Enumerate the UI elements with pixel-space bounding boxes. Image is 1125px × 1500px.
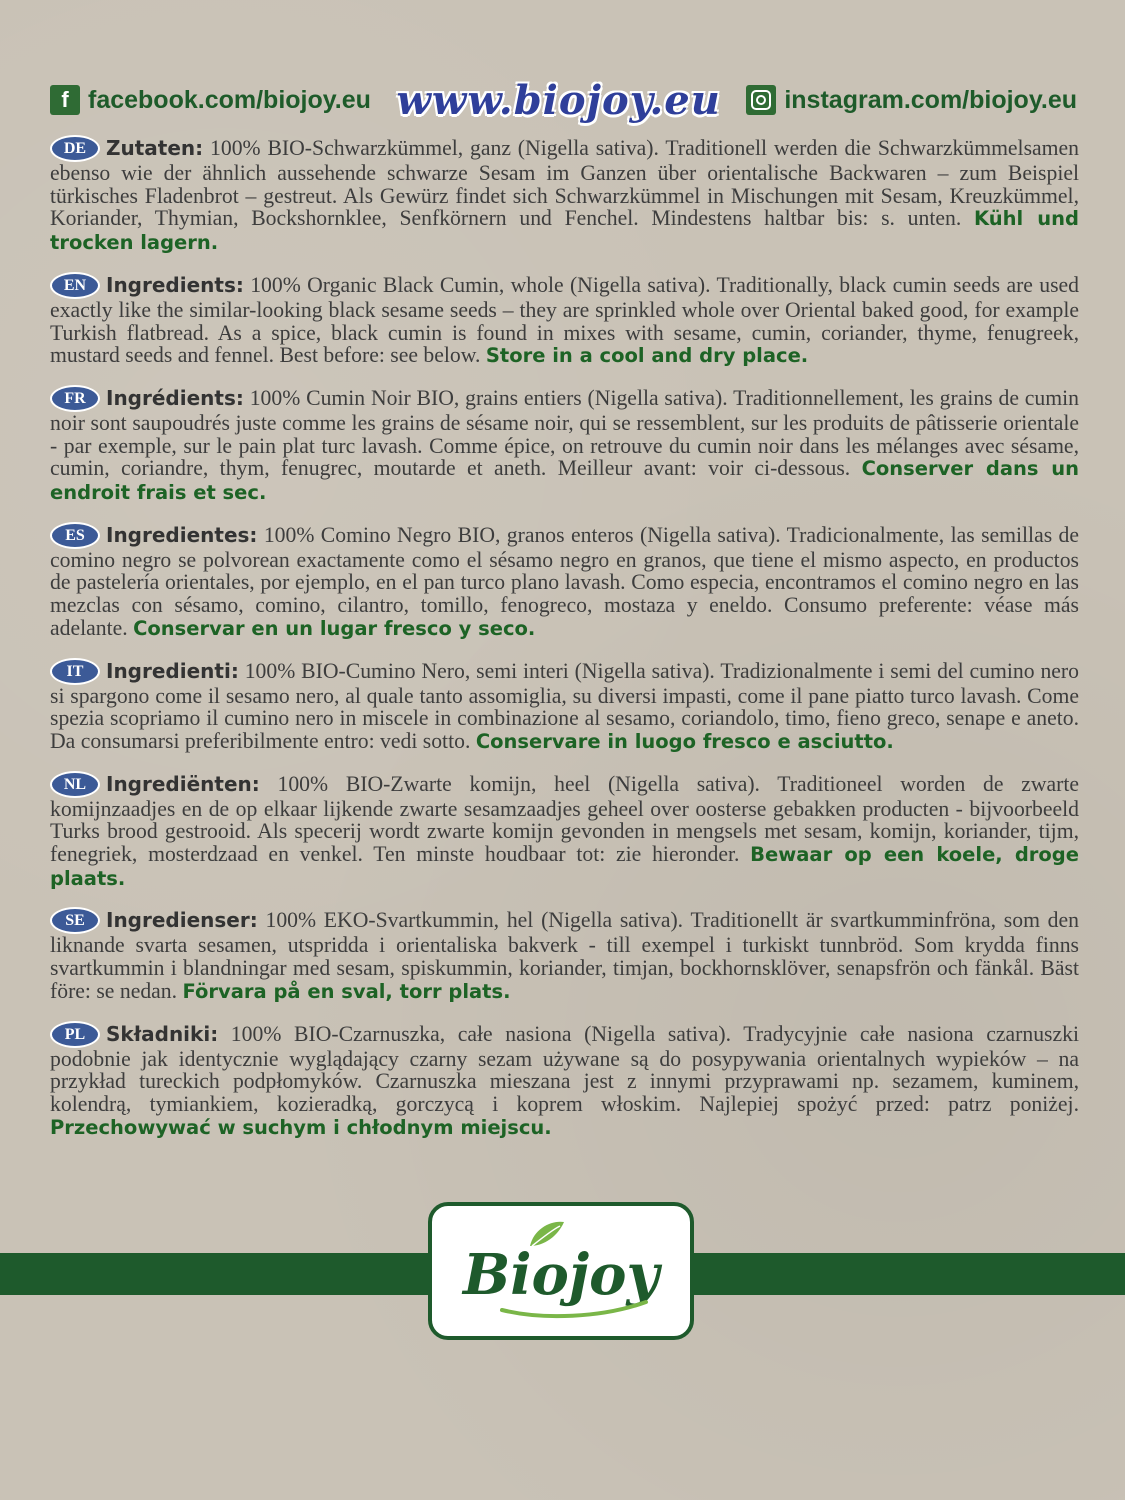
logo-wordmark: Biojoy (462, 1242, 660, 1308)
website-url[interactable]: www.biojoy.eu (396, 76, 721, 124)
language-badge: FR (50, 385, 100, 412)
header-bar (50, 78, 1077, 122)
storage-note: Store in a cool and dry place. (485, 344, 809, 368)
language-badge: DE (50, 135, 100, 162)
storage-note: Przechowywać w suchym i chłodnym miejscu. (50, 1115, 552, 1139)
section-text: 100% EKO-Svartkummin, hel (Nigella sativa). Traditionellt är svartkumminfröna, som den liknande svarta sesamen, utspridda i orientaliska bakverk - till exempel i turkiskt tunnbröd. Som krydda finns svartkummin i blandningar med sesam, spiskummin, koriander, timjan, bockhornsklöver, senapsfrön och fänkål. Bäst före: se nedan. (50, 908, 1079, 1003)
biojoy-logo (428, 1202, 694, 1340)
section-nl (50, 771, 1079, 891)
section-text: 100% BIO-Czarnuszka, całe nasiona (Nigella sativa). Tradycyjnie całe nasiona czarnuszki podobnie jak identycznie wyglądający czarny sezam używane są do posypywania orientalnych wypieków – na przykład tureckich podpłomyków. Czarnuszka mieszana jest z innymi przyprawami np. sezamem, kuminem, kolendrą, tymiankiem, kozieradką, gorczycą i koprem włoskim. Najlepiej spożyć przed: patrz poniżej. (50, 1021, 1079, 1116)
ingredients-content (50, 135, 1079, 1156)
section-text: 100% Comino Negro BIO, granos enteros (Nigella sativa). Tradicionalmente, las semillas de comino negro se polvorean exactamente como el sésamo negro en granos, que tiene el mismo aspecto, en productos de pastelería orientales, por ejemplo, en el pan turco plano lavash. Como especia, encontramos el comino negro en las mezclas con sésamo, comino, cilantro, tomillo, fenogreco, mostaza y eneldo. Consumo preferente: véase más adelante. (50, 522, 1079, 640)
facebook-text: facebook.com/biojoy.eu (88, 85, 371, 114)
section-text: 100% BIO-Schwarzkümmel, ganz (Nigella sativa). Traditionell werden die Schwarzkümmelsamen ebenso wie der ähnlich aussehende schwarze Sesam im Ganzen über orientalische Backwaren – zum Beispiel türkisches Fladenbrot – gestreut. Als Gewürz findet sich Schwarzkümmel in Mischungen mit Sesam, Kreuzkümmel, Koriander, Thymian, Bockshornklee, Senfkörnern und Fenchel. Mindestens haltbar bis: s. unten. (50, 136, 1079, 231)
section-se (50, 907, 1079, 1003)
language-badge: IT (50, 658, 100, 685)
section-label: Zutaten: (106, 136, 204, 160)
section-text: 100% Cumin Noir BIO, grains entiers (Nigella sativa). Traditionnellement, les grains de cumin noir sont saupoudrés juste comme les grains de sésame noir, qui se ressemblent, sur les produits de pâtisserie orientale - par exemple, sur le pain plat turc lavash. Comme épice, on retrouve du cumin noir dans les mélanges avec sésame, cumin, coriandre, thym, fenugrec, moutarde et aneth. Meilleur avant: voir ci-dessous. (50, 385, 1079, 481)
section-label: Ingredienser: (106, 908, 258, 933)
language-badge: PL (50, 1021, 100, 1048)
section-text: 100% Organic Black Cumin, whole (Nigella sativa). Traditionally, black cumin seeds are used exactly like the similar-looking black sesame seeds – they are sprinkled whole over Oriental baked good, for example Turkish flatbread. As a spice, black cumin is found in mixes with sesame, cumin, coriander, thyme, fenugreek, mustard seeds and fennel. Best before: see below. (50, 272, 1079, 368)
section-de (50, 135, 1079, 255)
section-label: Ingredients: (106, 272, 244, 297)
storage-note: Conservare in luogo fresco e asciutto. (475, 729, 894, 753)
language-badge: ES (50, 522, 100, 549)
storage-note: Bewaar op een koele, droge plaats. (50, 843, 1079, 890)
facebook-link[interactable] (50, 85, 371, 115)
section-label: Składniki: (106, 1021, 219, 1046)
section-text: 100% BIO-Cumino Nero, semi interi (Nigella sativa). Tradizionalmente i semi del cumino nero si spargono come il sesamo nero, al quale tanto assomiglia, su diversi impasti, come il pane piatto turco lavash. Come spezia scopriamo il cumino nero in miscele in combinazione al sesamo, coriandolo, timo, fieno greco, senape e aneto. Da consumarsi preferibilmente entro: vedi sotto. (50, 658, 1079, 753)
language-badge: SE (50, 907, 100, 934)
section-label: Ingrédients: (106, 385, 244, 410)
storage-note: Förvara på en sval, torr plats. (182, 979, 511, 1003)
section-pl (50, 1021, 1079, 1140)
section-es (50, 522, 1079, 641)
biojoy-logo-mark (432, 1206, 690, 1336)
storage-note: Conservar en un lugar fresco y seco. (133, 616, 536, 640)
language-badge: NL (50, 771, 100, 798)
section-en (50, 272, 1079, 368)
section-label: Ingredienti: (106, 658, 239, 683)
storage-note: Kühl und trocken lagern. (50, 207, 1079, 255)
language-badge: EN (50, 272, 100, 299)
section-label: Ingredientes: (106, 522, 258, 547)
storage-note: Conserver dans un endroit frais et sec. (50, 457, 1079, 505)
section-label: Ingrediënten: (106, 771, 260, 796)
instagram-link[interactable] (746, 85, 1077, 115)
section-text: 100% BIO-Zwarte komijn, heel (Nigella sativa). Traditioneel worden de zwarte komijnzaadjes en de op elkaar lijkende zwarte sesamzaadjes geheel over oosterse gebakken producten - bijvoorbeeld Turks brood gestrooid. Als specerij wordt zwarte komijn gevonden in mengsels met sesam, komijn, koriander, tijm, fenegriek, mosterdzaad en venkel. Ten minste houdbaar tot: zie hieronder. (50, 771, 1079, 867)
facebook-icon: f (50, 85, 80, 115)
instagram-text: instagram.com/biojoy.eu (784, 85, 1077, 114)
section-fr (50, 385, 1079, 505)
section-it (50, 658, 1079, 754)
instagram-icon (746, 85, 776, 115)
